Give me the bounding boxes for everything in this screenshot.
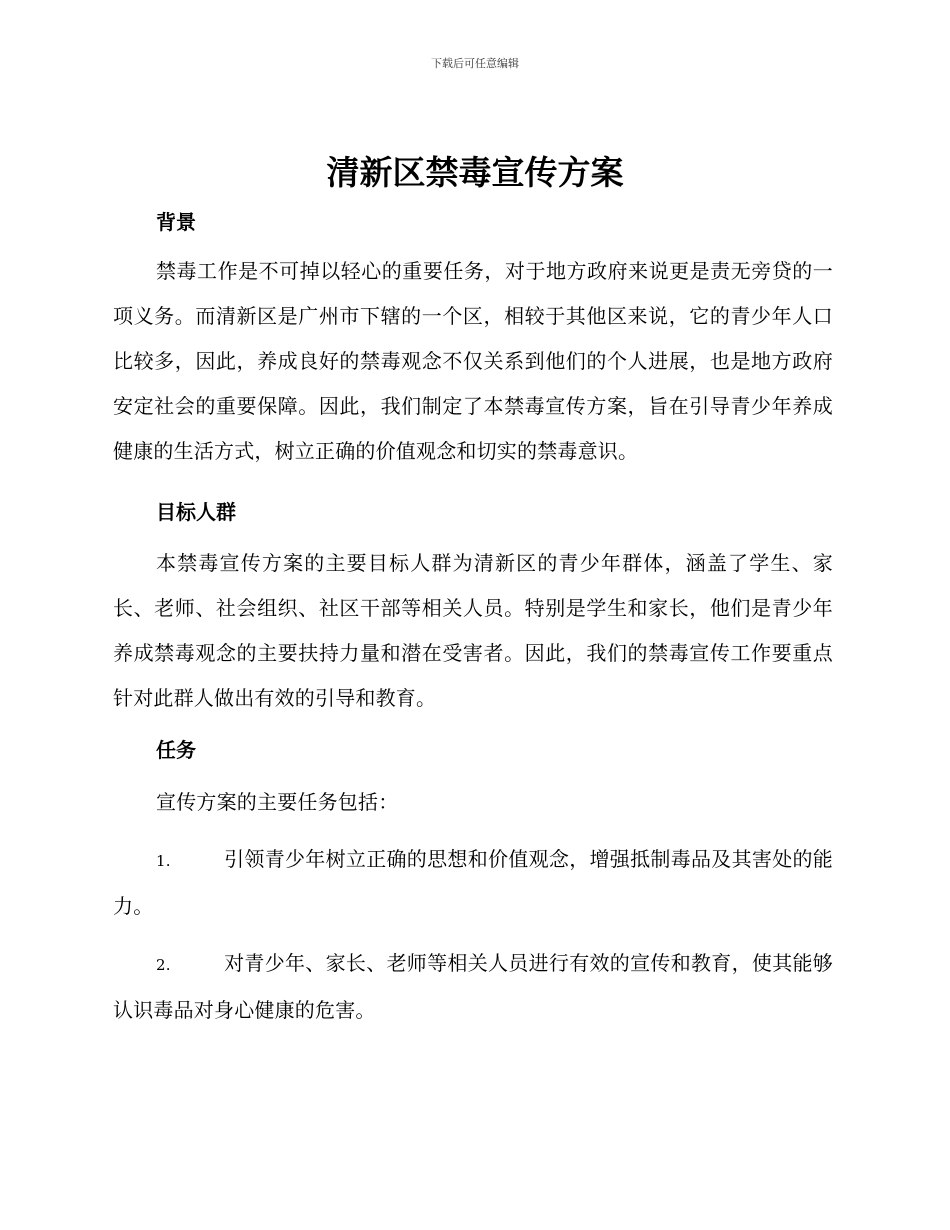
task-list-item <box>113 837 833 929</box>
task-list-text: 引领青少年树立正确的思想和价值观念，增强抵制毒品及其害处的能力。 <box>113 847 833 918</box>
paragraph-tasks-intro: 宣传方案的主要任务包括： <box>156 790 399 814</box>
task-list-number: 2. <box>156 956 171 974</box>
paragraph-target-audience: 本禁毒宣传方案的主要目标人群为清新区的青少年群体，涵盖了学生、家长、老师、社会组织、社区干部等相关人员。特别是学生和家长，他们是青少年养成禁毒观念的主要扶持力量和潜在受害者。因此，我们的禁毒宣传工作要重点针对此群人做出有效的引导和教育。 <box>113 551 833 710</box>
section-heading-tasks: 任务 <box>156 738 196 762</box>
section-heading-background: 背景 <box>156 210 196 234</box>
document-title: 清新区禁毒宣传方案 <box>326 153 624 192</box>
task-list-text: 对青少年、家长、老师等相关人员进行有效的宣传和教育，使其能够认识毒品对身心健康的危害。 <box>113 951 833 1022</box>
section-heading-target-audience: 目标人群 <box>156 500 236 524</box>
task-list-item <box>113 941 833 1033</box>
task-list-number: 1. <box>156 852 171 870</box>
document-body <box>113 205 833 1033</box>
header-note: 下载后可任意编辑 <box>431 57 519 70</box>
paragraph-background: 禁毒工作是不可掉以轻心的重要任务，对于地方政府来说更是责无旁贷的一项义务。而清新区是广州市下辖的一个区，相较于其他区来说，它的青少年人口比较多，因此，养成良好的禁毒观念不仅关系到他们的个人进展，也是地方政府安定社会的重要保障。因此，我们制定了本禁毒宣传方案，旨在引导青少年养成健康的生活方式，树立正确的价值观念和切实的禁毒意识。 <box>113 259 833 463</box>
